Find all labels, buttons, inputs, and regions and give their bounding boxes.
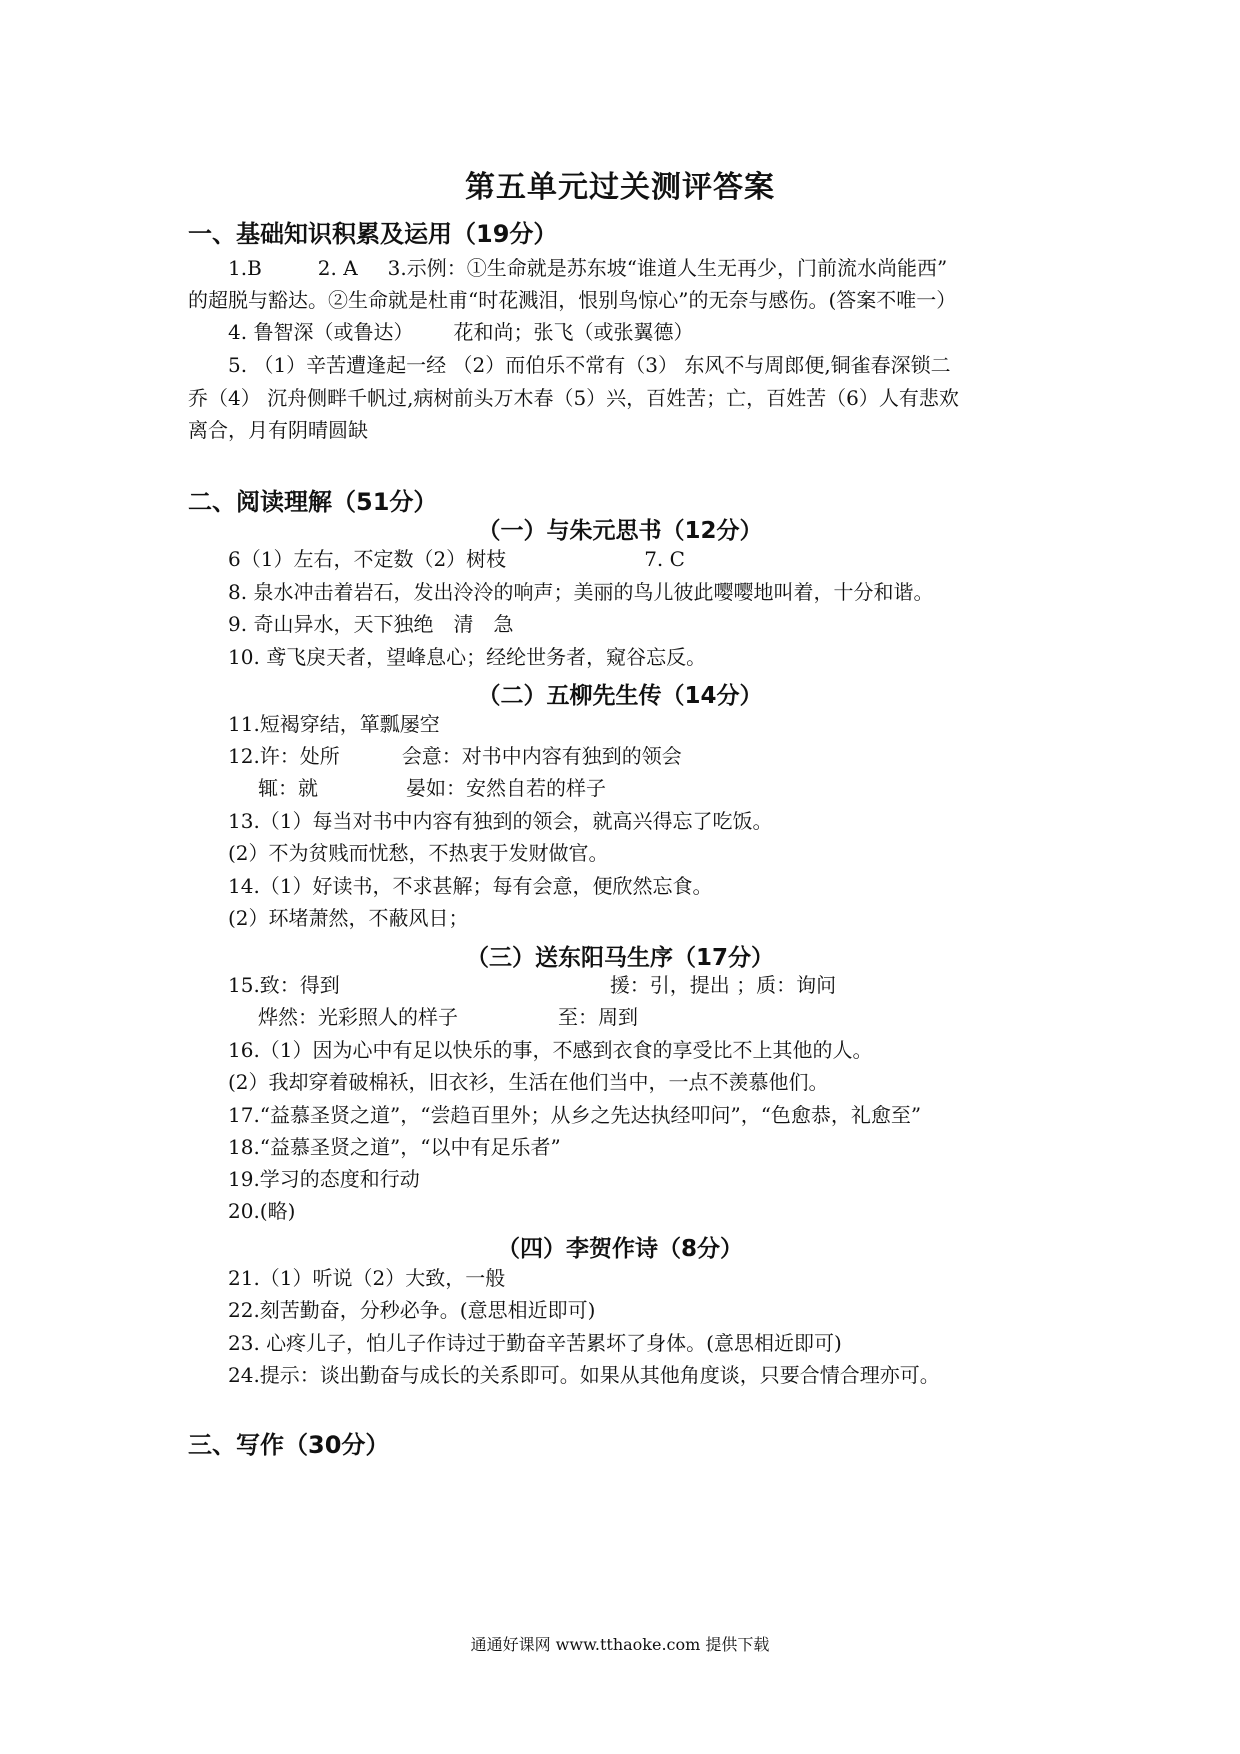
answer-q1: 1.B (228, 256, 262, 280)
answer-q11: 11.短褐穿结，箪瓢屡空 (228, 712, 440, 736)
answer-q23: 23. 心疼儿子，怕儿子作诗过于勤奋辛苦累坏了身体。(意思相近即可) (228, 1331, 842, 1355)
answer-q8: 8. 泉水冲击着岩石，发出泠泠的响声；美丽的鸟儿彼此嘤嘤地叫着，十分和谐。 (228, 580, 934, 604)
answer-q9: 9. 奇山异水，天下独绝 清 急 (228, 612, 514, 636)
part-4-heading: （四）李贺作诗（8分） (496, 1236, 743, 1262)
answer-q2: 2. A (317, 256, 358, 280)
answer-q21: 21.（1）听说（2）大致，一般 (228, 1266, 506, 1290)
answer-q16-a: 16.（1）因为心中有足以快乐的事，不感到衣食的享受比不上其他的人。 (228, 1038, 873, 1062)
answer-line-q15-a (228, 973, 836, 997)
answer-q7: 7. C (644, 547, 685, 571)
part-3-heading: （三）送东阳马生序（17分） (465, 945, 774, 971)
answer-q4-a: 4. 鲁智深（或鲁达） (228, 320, 414, 344)
answer-q12-a: 12.许：处所 (228, 744, 340, 768)
answer-q10: 10. 鸢飞戾天者，望峰息心；经纶世务者，窥谷忘反。 (228, 645, 707, 669)
answer-q4-b: 花和尚；张飞（或张翼德） (453, 320, 694, 344)
answer-q24: 24.提示：谈出勤奋与成长的关系即可。如果从其他角度谈，只要合情合理亦可。 (228, 1363, 940, 1387)
answer-q15-d: 至：周到 (558, 1005, 638, 1029)
answer-q3-line1: 3.示例：①生命就是苏东坡“谁道人生无再少，门前流水尚能西” (387, 256, 948, 280)
answer-q13-a: 13.（1）每当对书中内容有独到的领会，就高兴得忘了吃饭。 (228, 809, 773, 833)
answer-q13-b: (2）不为贫贱而忧愁，不热衷于发财做官。 (228, 841, 609, 865)
answer-q20: 20.(略) (228, 1199, 296, 1223)
answer-q5-line3: 离合，月有阴晴圆缺 (188, 418, 368, 442)
section-1-heading: 一、基础知识积累及运用（19分） (188, 220, 558, 248)
answer-q12-b: 会意：对书中内容有独到的领会 (401, 744, 682, 768)
answer-q14-a: 14.（1）好读书，不求甚解；每有会意，便欣然忘食。 (228, 874, 713, 898)
answer-q15-a: 15.致：得到 (228, 973, 340, 997)
part-2-heading: （二）五柳先生传（14分） (477, 683, 763, 709)
page-footer: 通通好课网 www.tthaoke.com 提供下载 (470, 1635, 770, 1654)
answer-q15-b: 援：引，提出 ；质：询问 (609, 973, 837, 997)
answer-line-q12-a (228, 744, 682, 768)
answer-q12-c: 辄：就 (258, 776, 318, 800)
answer-line-q15-b (258, 1005, 638, 1029)
answer-line-q4 (228, 320, 693, 344)
section-3-heading: 三、写作（30分） (188, 1431, 390, 1459)
answer-q19: 19.学习的态度和行动 (228, 1167, 420, 1191)
answer-q5-line1: 5. （1）辛苦遭逢起一经 （2）而伯乐不常有（3） 东风不与周郎便,铜雀春深锁二 (228, 353, 951, 377)
answer-q22: 22.刻苦勤奋，分秒必争。(意思相近即可) (228, 1298, 596, 1322)
answer-q5-line2: 乔（4） 沉舟侧畔千帆过,病树前头万木春（5）兴，百姓苦；亡，百姓苦（6）人有悲欢 (188, 386, 959, 410)
answer-q16-b: (2）我却穿着破棉袄，旧衣衫，生活在他们当中，一点不羡慕他们。 (228, 1070, 829, 1094)
answer-line-q12-b (258, 776, 606, 800)
section-2-heading: 二、阅读理解（51分） (188, 488, 438, 516)
answer-q14-b: (2）环堵萧然，不蔽风日； (228, 906, 469, 930)
answer-q15-c: 烨然：光彩照人的样子 (258, 1005, 458, 1029)
answer-q12-d: 晏如：安然自若的样子 (406, 776, 606, 800)
answer-q17: 17.“益慕圣贤之道”，“尝趋百里外；从乡之先达执经叩问”，“色愈恭，礼愈至” (228, 1103, 922, 1127)
answer-q3-line2: 的超脱与豁达。②生命就是杜甫“时花溅泪，恨别鸟惊心”的无奈与感伤。(答案不唯一） (188, 288, 957, 312)
part-1-heading: （一）与朱元思书（12分） (477, 518, 763, 544)
answer-line-q1-q3 (228, 256, 947, 280)
answer-line-q6-q7 (228, 547, 685, 571)
answer-q6: 6（1）左右，不定数（2）树枝 (228, 547, 507, 571)
answer-q18: 18.“益慕圣贤之道”，“以中有足乐者” (228, 1135, 561, 1159)
page-title: 第五单元过关测评答案 (465, 170, 775, 205)
